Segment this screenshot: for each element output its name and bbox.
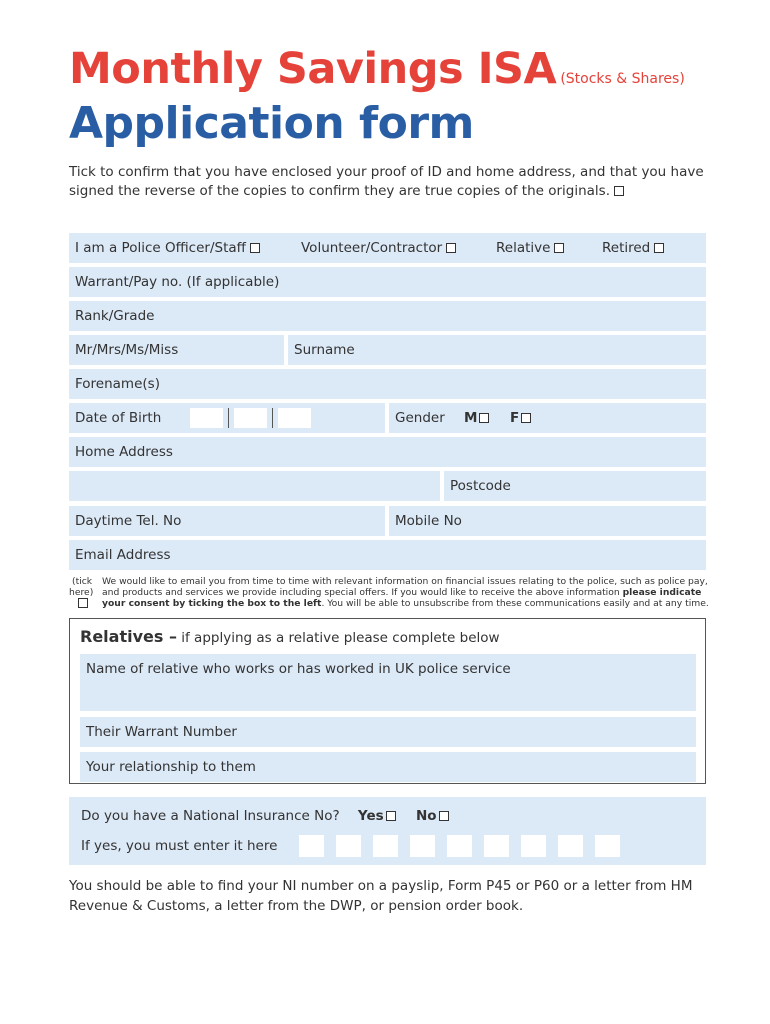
relative-checkbox[interactable] [554,243,564,253]
status-police [75,233,260,263]
ni-no-checkbox[interactable] [439,811,449,821]
status-police-label: I am a Police Officer/Staff [75,240,246,256]
proof-id-checkbox[interactable] [614,186,624,196]
home-address-field[interactable]: Home Address [69,437,706,467]
ni-digit-box[interactable] [484,835,509,857]
dob-year-input[interactable] [278,408,311,428]
status-row [69,233,706,263]
dob-inputs [190,403,311,433]
form-title [69,44,685,94]
title-main: Monthly Savings ISA [69,44,557,94]
ni-question-row [81,801,449,831]
daytime-tel-field[interactable]: Daytime Tel. No [69,506,385,536]
consent-line1: We would like to email you from time to time with relevant information on financial issues relating to the police, such as police pay, [102,576,708,587]
consent-checkbox[interactable] [78,598,88,608]
dob-field [69,403,385,433]
status-relative [496,233,564,263]
form-subtitle: Application form [69,98,474,149]
relative-relationship-field[interactable]: Your relationship to them [80,752,696,782]
consent-line3-bold: your consent by ticking the box to the left [102,598,322,609]
ni-digit-box[interactable] [336,835,361,857]
ni-yes [358,808,396,824]
ni-question: Do you have a National Insurance No? [81,808,340,824]
gender-m-label: M [464,410,478,426]
consent-tick-label-2: here) [69,587,94,598]
relatives-section [69,618,706,784]
status-relative-label: Relative [496,240,551,256]
warrant-field[interactable]: Warrant/Pay no. (If applicable) [69,267,706,297]
mobile-field[interactable]: Mobile No [389,506,706,536]
ni-yes-checkbox[interactable] [386,811,396,821]
gender-f-label: F [510,410,520,426]
relatives-heading-bold: Relatives – [80,627,177,646]
footer-note: You should be able to find your NI number on a payslip, Form P45 or P60 or a letter from HM Revenue & Customs, a letter from the DWP, or pension order book. [69,878,693,914]
gender-f [510,403,531,433]
postcode-field[interactable]: Postcode [444,471,706,501]
intro-text [69,163,709,201]
ni-enter-label: If yes, you must enter it here [81,838,278,854]
ni-digit-box[interactable] [447,835,472,857]
consent-line3: . You will be able to unsubscribe from these communications easily and at any time. [321,598,709,609]
dob-divider [228,408,229,428]
ni-digit-box[interactable] [521,835,546,857]
forenames-field[interactable]: Forename(s) [69,369,706,399]
rank-field[interactable]: Rank/Grade [69,301,706,331]
relatives-heading-rest: if applying as a relative please complete below [181,630,500,646]
police-checkbox[interactable] [250,243,260,253]
ni-digit-box[interactable] [410,835,435,857]
consent-tick-label [69,576,102,610]
ni-yes-label: Yes [357,808,384,824]
gender-f-checkbox[interactable] [521,413,531,423]
surname-field[interactable]: Surname [288,335,706,365]
gender-m-checkbox[interactable] [479,413,489,423]
volunteer-checkbox[interactable] [446,243,456,253]
consent-tick-label-1: (tick [72,576,93,587]
relative-name-field[interactable]: Name of relative who works or has worked in UK police service [80,654,696,711]
ni-number-boxes [299,831,620,861]
dob-divider [272,408,273,428]
address-line-2[interactable] [69,471,440,501]
dob-month-input[interactable] [234,408,267,428]
intro-text-content: Tick to confirm that you have enclosed your proof of ID and home address, and that you have signed the reverse of the copies to confirm they are true copies of the originals. [69,164,704,199]
gender-label: Gender [395,410,445,426]
ni-no [416,808,449,824]
status-retired [602,233,664,263]
email-field[interactable]: Email Address [69,540,706,570]
gender-m [464,403,489,433]
retired-checkbox[interactable] [654,243,664,253]
ni-digit-box[interactable] [595,835,620,857]
gender-field [389,403,706,433]
ni-digit-box[interactable] [558,835,583,857]
dob-day-input[interactable] [190,408,223,428]
ni-no-label: No [415,808,437,824]
ni-digit-box[interactable] [373,835,398,857]
status-retired-label: Retired [602,240,651,256]
ni-digit-box[interactable] [299,835,324,857]
dob-label: Date of Birth [75,410,162,426]
title-subtitle: (Stocks & Shares) [560,71,685,87]
ni-section [69,797,706,865]
consent-line2: and products and services we provide including special offers. If you would like to receive the above information [102,587,620,598]
status-volunteer [301,233,456,263]
relative-warrant-field[interactable]: Their Warrant Number [80,717,696,747]
consent-text [102,576,712,609]
relatives-heading [80,627,500,646]
status-volunteer-label: Volunteer/Contractor [301,240,443,256]
title-field[interactable]: Mr/Mrs/Ms/Miss [69,335,284,365]
consent-line2-bold: please indicate [622,587,702,598]
